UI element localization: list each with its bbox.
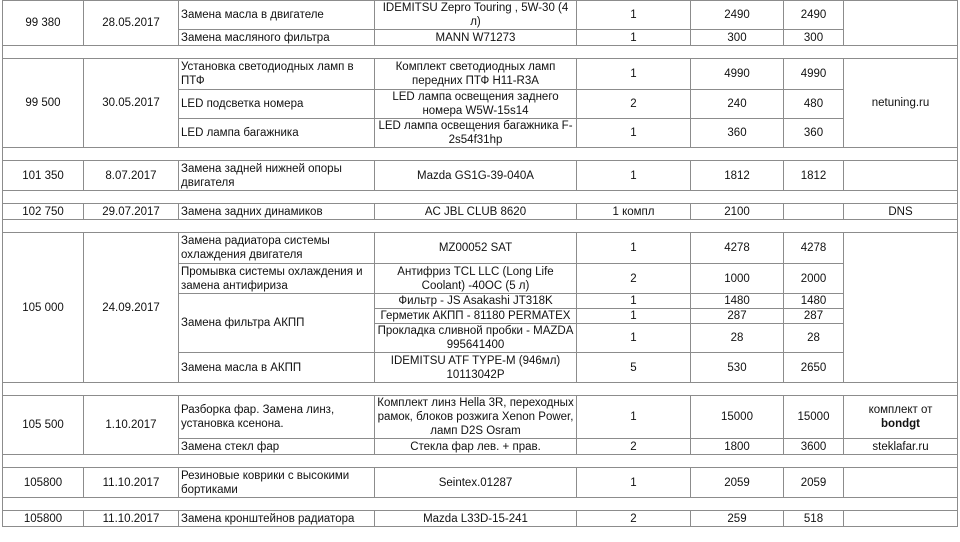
sum-cell: 480 [784, 90, 844, 119]
table-row [3, 396, 958, 439]
part-cell: LED лампа освещения багажника F-2s54f31hp [375, 119, 577, 148]
shop-cell [844, 233, 958, 383]
qty-cell: 1 [577, 1, 691, 30]
price-cell: 360 [691, 119, 784, 148]
mileage-cell: 105800 [3, 511, 84, 527]
work-cell: Замена масла в АКПП [179, 353, 375, 383]
shop-line: комплект от [868, 404, 933, 416]
sum-cell: 518 [784, 511, 844, 527]
separator-cell [3, 148, 958, 161]
separator-cell [3, 46, 958, 59]
price-cell: 287 [691, 309, 784, 324]
qty-cell: 1 компл [577, 204, 691, 220]
price-cell: 1480 [691, 294, 784, 309]
separator-row [3, 46, 958, 59]
qty-cell: 2 [577, 439, 691, 455]
sum-cell: 1812 [784, 161, 844, 191]
work-cell: LED подсветка номера [179, 90, 375, 119]
price-cell: 259 [691, 511, 784, 527]
part-cell: Комплект линз Hella 3R, переходных рамок, блоков розжига Xenon Power, ламп D2S Osram [375, 396, 577, 439]
price-cell: 300 [691, 30, 784, 46]
mileage-cell: 101 350 [3, 161, 84, 191]
sum-cell: 2490 [784, 1, 844, 30]
qty-cell: 2 [577, 511, 691, 527]
mileage-cell: 105 000 [3, 233, 84, 383]
part-cell: IDEMITSU ATF TYPE-M (946мл) 10113042P [375, 353, 577, 383]
shop-cell [844, 1, 958, 46]
part-cell: MANN W71273 [375, 30, 577, 46]
work-cell: Разборка фар. Замена линз, установка ксенона. [179, 396, 375, 439]
sum-cell: 4990 [784, 59, 844, 90]
sum-cell: 2000 [784, 264, 844, 294]
mileage-cell: 99 380 [3, 1, 84, 46]
price-cell: 4990 [691, 59, 784, 90]
table-row [3, 204, 958, 220]
price-cell: 240 [691, 90, 784, 119]
mileage-cell: 99 500 [3, 59, 84, 148]
table-row [3, 59, 958, 90]
work-cell: Замена задних динамиков [179, 204, 375, 220]
part-cell: Прокладка сливной пробки - MAZDA 995641400 [375, 324, 577, 353]
separator-row [3, 191, 958, 204]
separator-cell [3, 191, 958, 204]
qty-cell: 1 [577, 294, 691, 309]
price-cell: 2490 [691, 1, 784, 30]
part-cell: Комплект светодиодных ламп передних ПТФ H11-R3A [375, 59, 577, 90]
part-cell: LED лампа освещения заднего номера W5W-15s14 [375, 90, 577, 119]
qty-cell: 1 [577, 161, 691, 191]
mileage-cell: 102 750 [3, 204, 84, 220]
shop-line-bold: bondgt [881, 418, 920, 430]
part-cell: Герметик АКПП - 81180 PERMATEX [375, 309, 577, 324]
sum-cell: 1480 [784, 294, 844, 309]
separator-row [3, 455, 958, 468]
shop-cell [844, 511, 958, 527]
table-row [3, 468, 958, 498]
qty-cell: 1 [577, 309, 691, 324]
work-cell: Замена задней нижней опоры двигателя [179, 161, 375, 191]
shop-cell [844, 396, 958, 439]
shop-cell [844, 161, 958, 191]
table-row [3, 511, 958, 527]
sum-cell: 2059 [784, 468, 844, 498]
sum-cell: 300 [784, 30, 844, 46]
date-cell: 24.09.2017 [84, 233, 179, 383]
qty-cell: 1 [577, 30, 691, 46]
sum-cell: 3600 [784, 439, 844, 455]
part-cell: Seintex.01287 [375, 468, 577, 498]
date-cell: 28.05.2017 [84, 1, 179, 46]
separator-row [3, 498, 958, 511]
price-cell: 4278 [691, 233, 784, 264]
qty-cell: 1 [577, 119, 691, 148]
price-cell: 530 [691, 353, 784, 383]
qty-cell: 2 [577, 264, 691, 294]
price-cell: 1812 [691, 161, 784, 191]
sum-cell: 4278 [784, 233, 844, 264]
sum-cell: 287 [784, 309, 844, 324]
mileage-cell: 105800 [3, 468, 84, 498]
sum-cell [784, 204, 844, 220]
work-cell: Замена радиатора системы охлаждения двигателя [179, 233, 375, 264]
sum-cell: 15000 [784, 396, 844, 439]
maintenance-log-table [2, 0, 958, 527]
price-cell: 2100 [691, 204, 784, 220]
part-cell: AC JBL CLUB 8620 [375, 204, 577, 220]
work-cell: Замена масляного фильтра [179, 30, 375, 46]
price-cell: 1000 [691, 264, 784, 294]
table-row [3, 233, 958, 264]
work-cell: Резиновые коврики с высокими бортиками [179, 468, 375, 498]
date-cell: 8.07.2017 [84, 161, 179, 191]
date-cell: 29.07.2017 [84, 204, 179, 220]
qty-cell: 2 [577, 90, 691, 119]
shop-cell: netuning.ru [844, 59, 958, 148]
work-cell: Установка светодиодных ламп в ПТФ [179, 59, 375, 90]
separator-cell [3, 498, 958, 511]
sum-cell: 2650 [784, 353, 844, 383]
table-row [3, 1, 958, 30]
part-cell: Фильтр - JS Asakashi JT318K [375, 294, 577, 309]
qty-cell: 1 [577, 324, 691, 353]
qty-cell: 5 [577, 353, 691, 383]
part-cell: Антифриз TCL LLC (Long Life Coolant) -40OC (5 л) [375, 264, 577, 294]
work-cell: Промывка системы охлаждения и замена антифириза [179, 264, 375, 294]
table-row [3, 161, 958, 191]
work-cell: Замена фильтра АКПП [179, 294, 375, 353]
work-cell: LED лампа багажника [179, 119, 375, 148]
shop-cell: DNS [844, 204, 958, 220]
mileage-cell: 105 500 [3, 396, 84, 455]
work-cell: Замена масла в двигателе [179, 1, 375, 30]
separator-row [3, 220, 958, 233]
price-cell: 15000 [691, 396, 784, 439]
qty-cell: 1 [577, 59, 691, 90]
shop-cell [844, 468, 958, 498]
sum-cell: 28 [784, 324, 844, 353]
date-cell: 11.10.2017 [84, 511, 179, 527]
separator-cell [3, 383, 958, 396]
date-cell: 11.10.2017 [84, 468, 179, 498]
part-cell: Mazda L33D-15-241 [375, 511, 577, 527]
separator-cell [3, 455, 958, 468]
work-cell: Замена кронштейнов радиатора [179, 511, 375, 527]
separator-cell [3, 220, 958, 233]
sum-cell: 360 [784, 119, 844, 148]
date-cell: 30.05.2017 [84, 59, 179, 148]
separator-row [3, 383, 958, 396]
part-cell: MZ00052 SAT [375, 233, 577, 264]
date-cell: 1.10.2017 [84, 396, 179, 455]
part-cell: Стекла фар лев. + прав. [375, 439, 577, 455]
shop-cell: steklafar.ru [844, 439, 958, 455]
price-cell: 2059 [691, 468, 784, 498]
part-cell: Mazda GS1G-39-040A [375, 161, 577, 191]
price-cell: 1800 [691, 439, 784, 455]
separator-row [3, 148, 958, 161]
qty-cell: 1 [577, 468, 691, 498]
qty-cell: 1 [577, 396, 691, 439]
work-cell: Замена стекл фар [179, 439, 375, 455]
part-cell: IDEMITSU Zepro Touring , 5W-30 (4 л) [375, 1, 577, 30]
qty-cell: 1 [577, 233, 691, 264]
price-cell: 28 [691, 324, 784, 353]
